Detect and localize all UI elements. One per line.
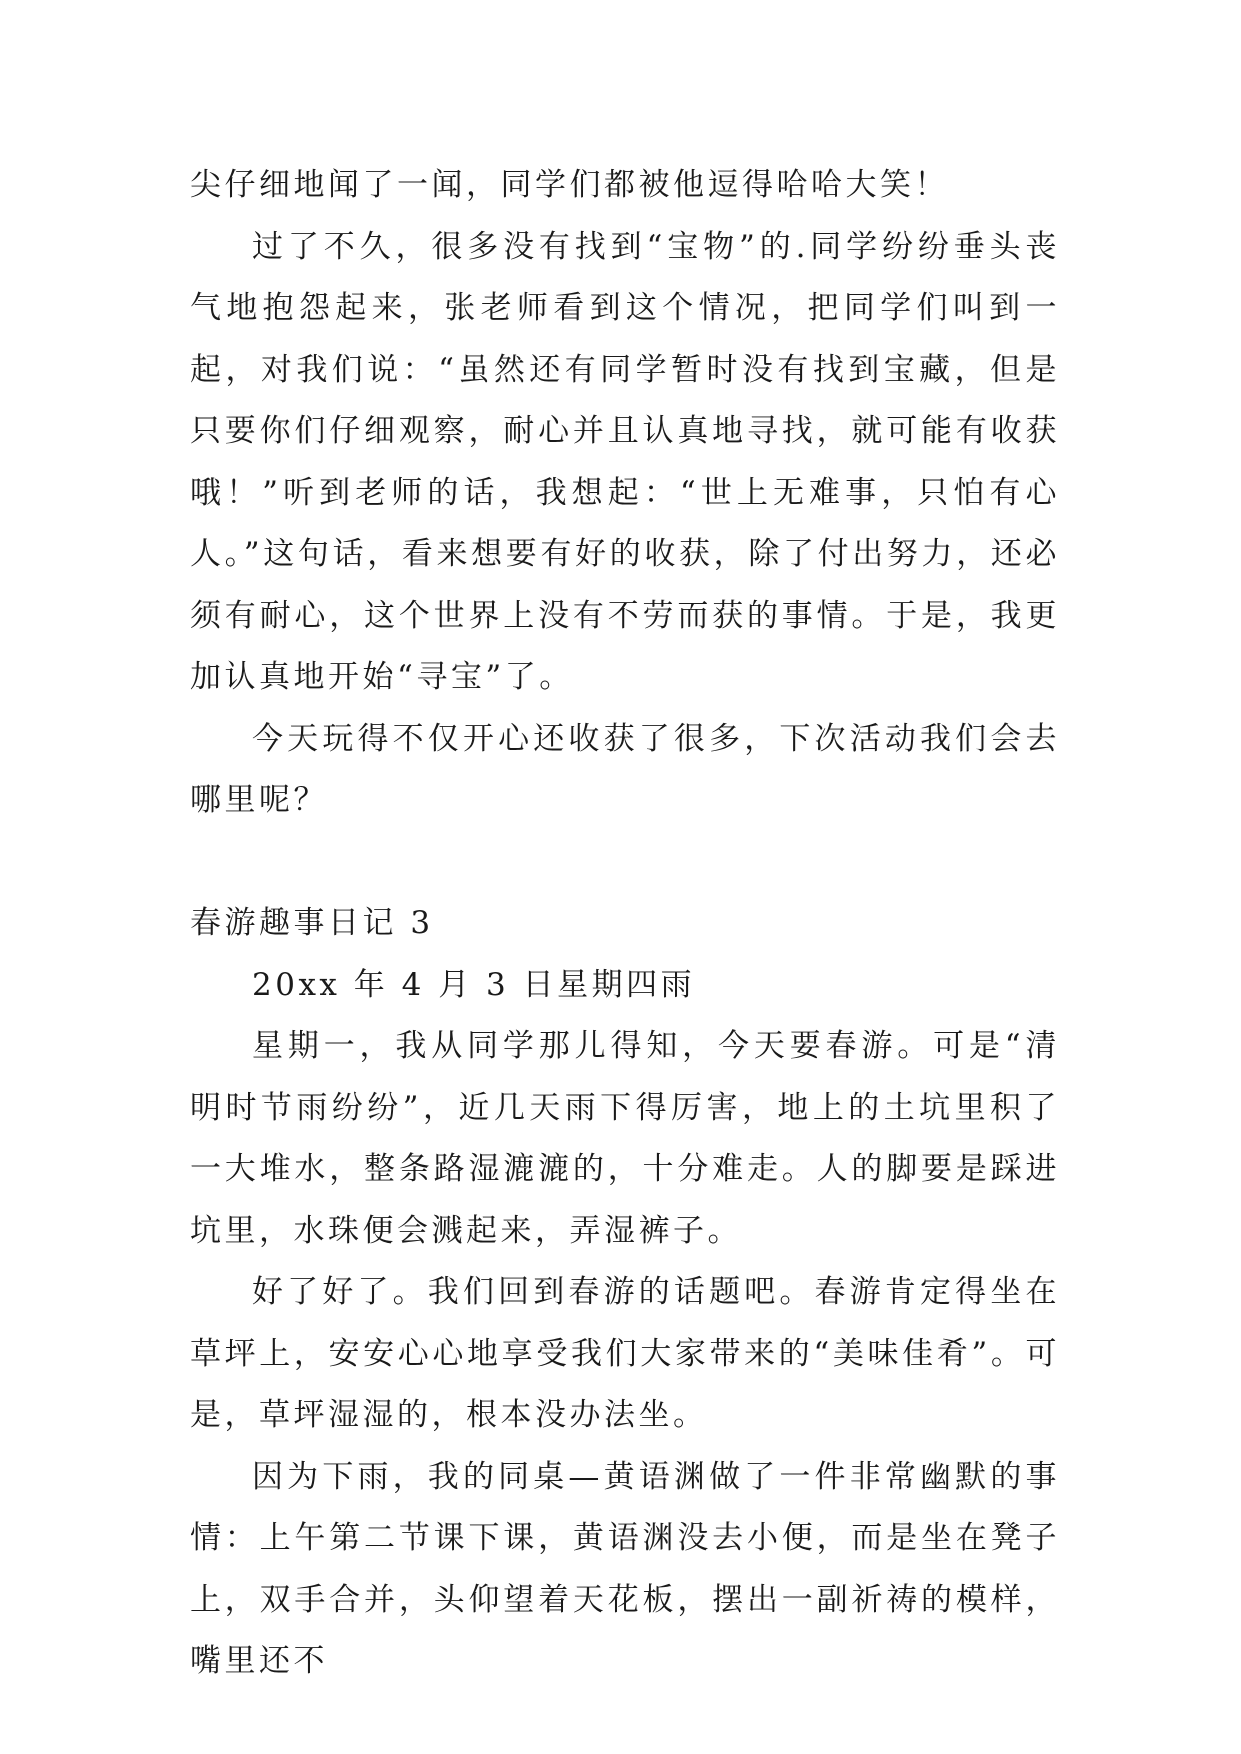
paragraph-wet-lawn: 好了好了。我们回到春游的话题吧。春游肯定得坐在草坪上，安安心心地享受我们大家带来的“美味佳肴”。可是，草坪湿湿的，根本没办法坐。 xyxy=(190,1274,1060,1433)
document-body xyxy=(190,155,1060,1693)
paragraph-treasure-hunt: 过了不久，很多没有找到“宝物”的.同学纷纷垂头丧气地抱怨起来，张老师看到这个情况，把同学们叫到一起，对我们说：“虽然还有同学暂时没有找到宝藏，但是只要你们仔细观察，耐心并且认真地寻找，就可能有收获哦！”听到老师的话，我想起：“世上无难事，只怕有心人。”这句话，看来想要有好的收获，除了付出努力，还必须有耐心，这个世界上没有不劳而获的事情。于是，我更加认真地开始“寻宝”了。 xyxy=(190,228,1060,695)
paragraph-conclusion: 今天玩得不仅开心还收获了很多，下次活动我们会去哪里呢？ xyxy=(190,720,1060,818)
paragraph-deskmate: 因为下雨，我的同桌—黄语渊做了一件非常幽默的事情：上午第二节课下课，黄语渊没去小便，而是坐在凳子上，双手合并，头仰望着天花板，摆出一副祈祷的模样，嘴里还不 xyxy=(190,1458,1060,1679)
section-title: 春游趣事日记 3 xyxy=(190,905,434,941)
diary-date-line: 20xx 年 4 月 3 日星期四雨 xyxy=(252,966,696,1003)
paragraph-rainy-day: 星期一，我从同学那儿得知，今天要春游。可是“清明时节雨纷纷”，近几天雨下得厉害，地上的土坑里积了一大堆水，整条路湿漉漉的，十分难走。人的脚要是踩进坑里，水珠便会溅起来，弄湿裤子。 xyxy=(190,1028,1060,1249)
paragraph-continuation: 尖仔细地闻了一闻，同学们都被他逗得哈哈大笑！ xyxy=(190,167,949,203)
